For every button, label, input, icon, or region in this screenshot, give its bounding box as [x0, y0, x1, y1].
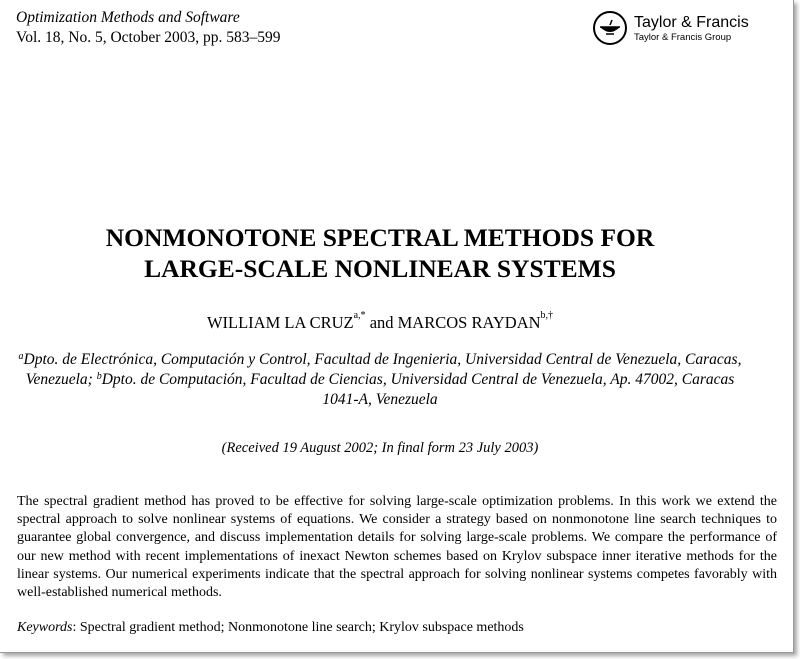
author-2: MARCOS RAYDAN [397, 313, 541, 332]
title-line-1: NONMONOTONE SPECTRAL METHODS FOR [105, 223, 655, 252]
journal-volume: Vol. 18, No. 5, October 2003, pp. 583–599 [16, 29, 281, 46]
publisher-name: Taylor & Francis [634, 13, 749, 31]
keywords-label: Keywords [17, 620, 73, 635]
lamp-icon [592, 10, 628, 46]
title-line-2: LARGE-SCALE NONLINEAR SYSTEMS [144, 254, 616, 283]
keywords [17, 620, 524, 636]
author-1: WILLIAM LA CRUZ [206, 313, 354, 332]
publisher-group: Taylor & Francis Group [634, 31, 732, 43]
author-and: and [365, 313, 398, 332]
authors [0, 310, 760, 333]
keywords-text: : Spectral gradient method; Nonmonotone line search; Krylov subspace methods [72, 620, 524, 635]
journal-header [16, 8, 281, 48]
affil-a-sup: a [18, 351, 24, 362]
author-1-sup: a,* [353, 310, 366, 321]
received-dates: (Received 19 August 2002; In final form 23 July 2003) [221, 440, 539, 456]
abstract: The spectral gradient method has proved to be effective for solving large-scale optimization problems. In this work we extend the spectral approach to solve nonlinear systems of equations. We consider a strategy based on nonmonotone line search techniques to guarantee global convergence, and discuss implementation details for solving large-scale problems. We compare the performance of our new method with recent implementations of inexact Newton schemes based on Krylov subspace inner iterative methods for the linear systems. Our numerical experiments indicate that the spectral approach for solving nonlinear systems competes favorably with well-established numerical methods. [17, 494, 777, 601]
affil-a: Dpto. de Electrónica, Computación y Control, Facultad de Ingenieria, Universidad Central de Venezuela, Caracas, Venezuela; [23, 351, 742, 388]
paper-title [0, 222, 760, 284]
affil-b: Dpto. de Computación, Facultad de Ciencias, Universidad Central de Venezuela, Ap. 47002, Caracas 1041-A, Venezuela [101, 371, 735, 408]
publisher-logo [592, 10, 749, 46]
affil-b-sup: b [96, 371, 102, 382]
author-2-sup: b,† [540, 310, 554, 321]
journal-name: Optimization Methods and Software [16, 9, 240, 26]
affiliations [10, 350, 750, 410]
